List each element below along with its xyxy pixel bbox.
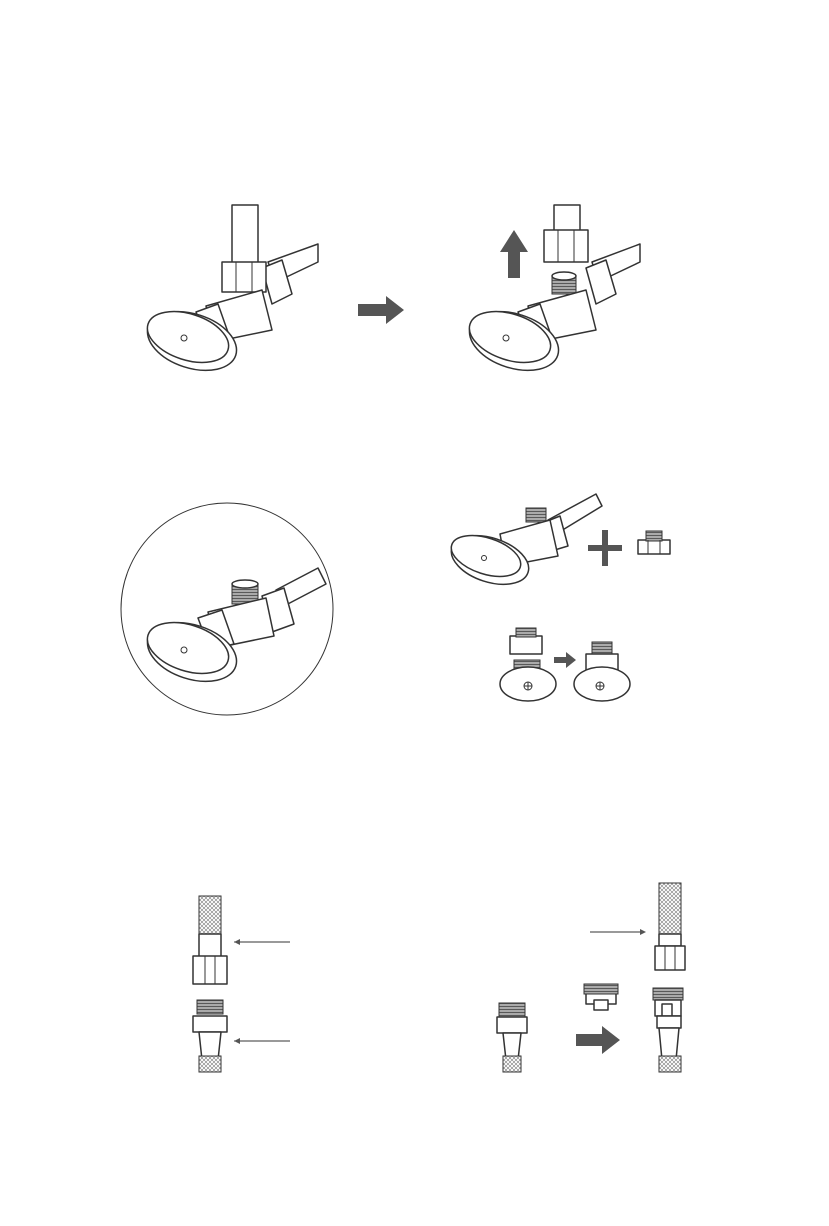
assembly-arrow-right-icon bbox=[576, 1026, 620, 1054]
step-3-valve-thread-closeup bbox=[121, 503, 333, 715]
plus-icon bbox=[588, 530, 622, 566]
lift-up-arrow-icon bbox=[500, 230, 528, 278]
small-arrow-right-icon bbox=[554, 652, 576, 668]
step-4-valve-plus-adapter bbox=[445, 494, 670, 593]
step-arrow-right-icon bbox=[358, 296, 404, 324]
step-1-valve-with-supply-tube bbox=[140, 205, 318, 381]
step-2-tube-removed-from-valve bbox=[462, 205, 640, 381]
step-5-adapter-attached bbox=[500, 628, 630, 701]
step-7-hose-adapter-assembly bbox=[497, 883, 685, 1072]
step-6-hose-ends bbox=[193, 896, 290, 1072]
